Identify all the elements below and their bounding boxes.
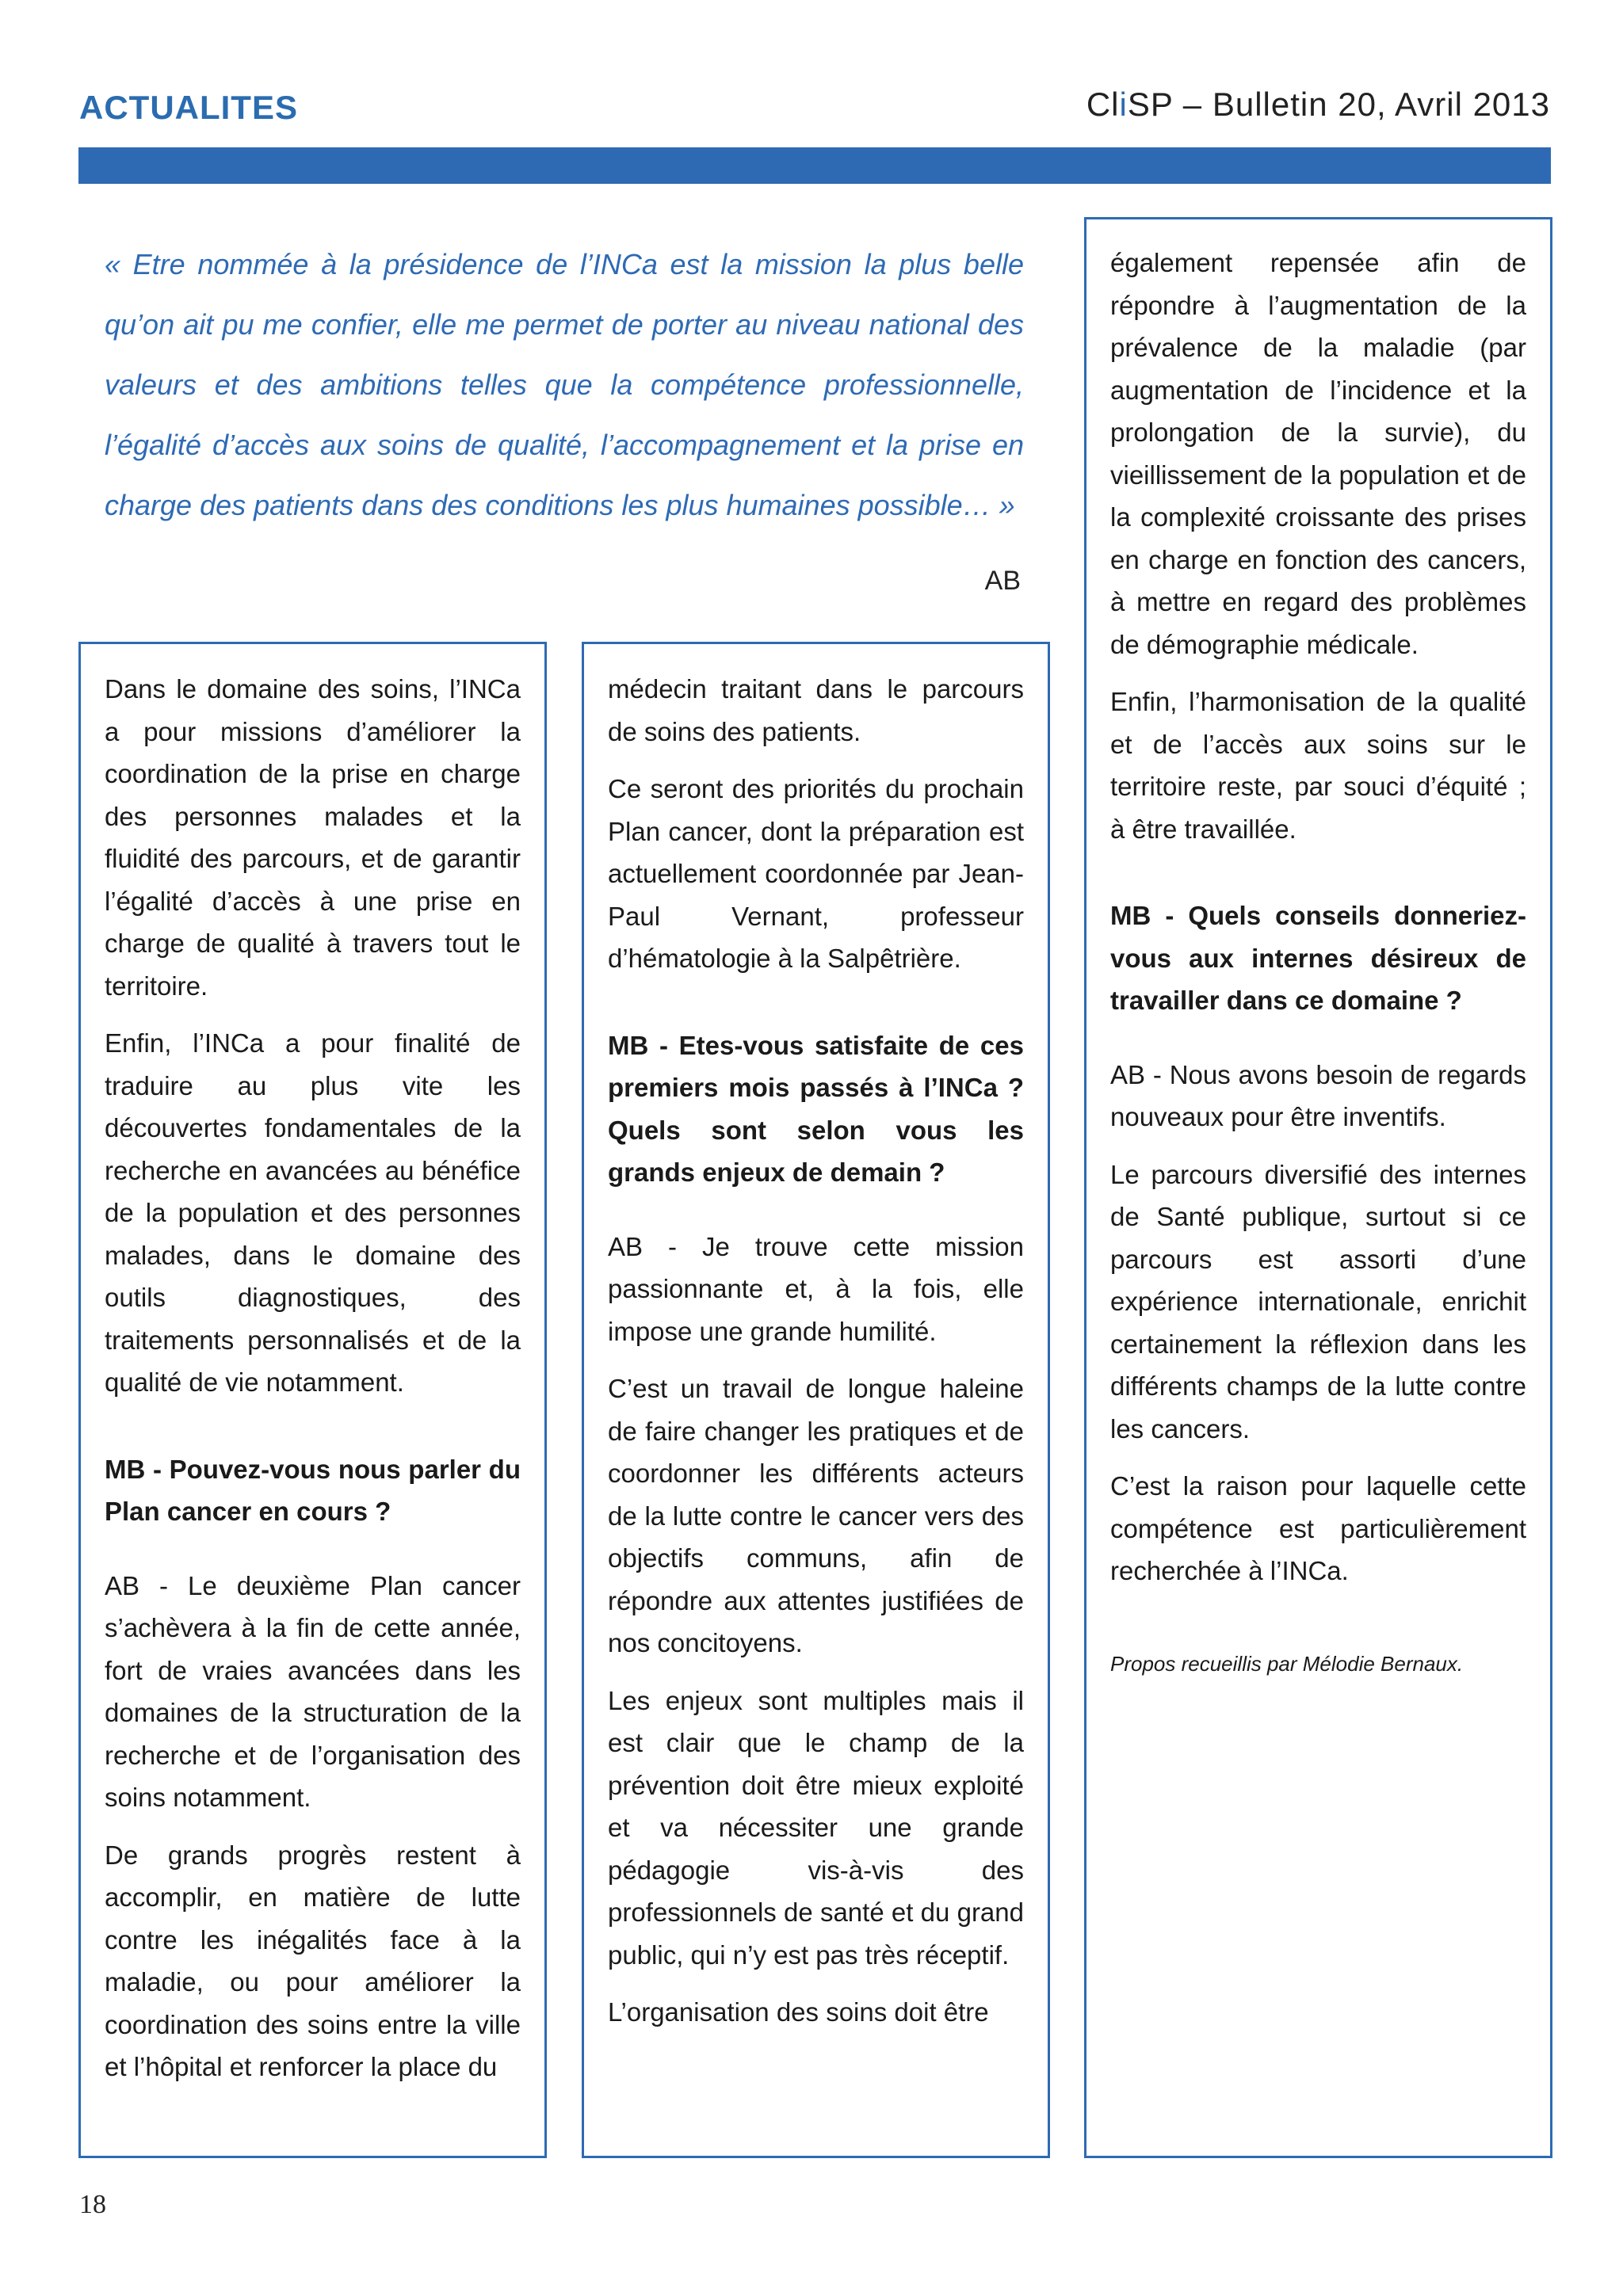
quote-author: AB: [984, 566, 1021, 596]
bulletin-header: [1086, 86, 1550, 124]
page-number: 18: [79, 2190, 106, 2219]
brand-highlight: i: [1119, 86, 1128, 123]
paragraph: C’est un travail de longue haleine de faire changer les pratiques et de coordonner les différents acteurs de la lutte contre le cancer vers des objectifs communs, afin de répondre aux attentes justifiées de nos concitoyens.: [608, 1374, 1024, 1657]
paragraph: également repensée afin de répondre à l’augmentation de la prévalence de la maladie (par augmentation de l’incidence et la prolongation de la survie), du vieillissement de la population et de la complexité croissante des prises en charge en fonction des cancers, à mettre en regard des problèmes de démographie médicale.: [1110, 248, 1526, 659]
paragraph: L’organisation des soins doit être: [608, 1997, 989, 2027]
paragraph: Enfin, l’harmonisation de la qualité et de l’accès aux soins sur le territoire reste, par souci d’équité ; à être travaillée.: [1110, 687, 1526, 844]
author-credit: Propos recueillis par Mélodie Bernaux.: [1110, 1651, 1464, 1676]
paragraph: Dans le domaine des soins, l’INCa a pour missions d’améliorer la coordination de la prise en charge des personnes malades et la fluidité des parcours, et de garantir l’égalité d’accès à une prise en charge de qualité à travers tout le territoire.: [105, 674, 521, 1001]
paragraph: AB - Je trouve cette mission passionnante et, à la fois, elle impose une grande humilité.: [608, 1231, 1024, 1346]
article-column-1: [78, 642, 547, 2158]
paragraph: AB - Nous avons besoin de regards nouveaux pour être inventifs.: [1110, 1059, 1526, 1131]
brand-prefix: Cl: [1086, 86, 1120, 123]
article-column-2: [582, 642, 1050, 2158]
paragraph: C’est la raison pour laquelle cette compétence est particulièrement recherchée à l’INCa.: [1110, 1471, 1526, 1585]
paragraph: Les enjeux sont multiples mais il est clair que le champ de la prévention doit être mieux exploité et va nécessiter une grande pédagogie vis-à-vis des professionnels de santé et du grand public, qui n’y est pas très réceptif.: [608, 1685, 1024, 1970]
interview-question: MB - Etes-vous satisfaite de ces premiers mois passés à l’INCa ? Quels sont selon vous les grands enjeux de demain ?: [608, 1030, 1024, 1187]
interview-question: MB - Pouvez-vous nous parler du Plan cancer en cours ?: [105, 1454, 521, 1526]
paragraph: De grands progrès restent à accomplir, en matière de lutte contre les inégalités face à la maladie, ou pour améliorer la coordination des soins entre la ville et l’hôpital et renforcer la place du: [105, 1840, 521, 2081]
paragraph: médecin traitant dans le parcours de soins des patients.: [608, 674, 1024, 746]
brand-suffix: SP: [1127, 86, 1174, 123]
paragraph: AB - Le deuxième Plan cancer s’achèvera à la fin de cette année, fort de vraies avancées dans les domaines de la structuration de la recherche et de l’organisation des soins notamment.: [105, 1570, 521, 1812]
header-divider-bar: [78, 147, 1551, 184]
article-column-3: [1084, 217, 1552, 2158]
paragraph: Le parcours diversifié des internes de Santé publique, surtout si ce parcours est assorti d’une expérience internationale, enrichit certainement la réflexion dans les différents champs de la lutte contre les cancers.: [1110, 1159, 1526, 1444]
paragraph: Ce seront des priorités du prochain Plan cancer, dont la préparation est actuellement coordonnée par Jean-Paul Vernant, professeur d’hématologie à la Salpêtrière.: [608, 774, 1024, 973]
issue-label: – Bulletin 20, Avril 2013: [1173, 86, 1550, 123]
paragraph: Enfin, l’INCa a pour finalité de traduire au plus vite les découvertes fondamentales de la recherche en avancées au bénéfice de la population et des personnes malades, dans le domaine des outils diagnostiques, des traitements personnalisés et de la qualité de vie notamment.: [105, 1028, 521, 1397]
pull-quote: « Etre nommée à la présidence de l’INCa est la mission la plus belle qu’on ait pu me confier, elle me permet de porter au niveau national des valeurs et des ambitions telles que la compétence professionnelle, l’égalité d’accès aux soins de qualité, l’accompagnement et la prise en charge des patients dans des conditions les plus humaines possible… »: [105, 248, 1024, 521]
interview-question: MB - Quels conseils donneriez-vous aux internes désireux de travailler dans ce domaine ?: [1110, 901, 1526, 1015]
section-title: ACTUALITES: [79, 89, 298, 126]
